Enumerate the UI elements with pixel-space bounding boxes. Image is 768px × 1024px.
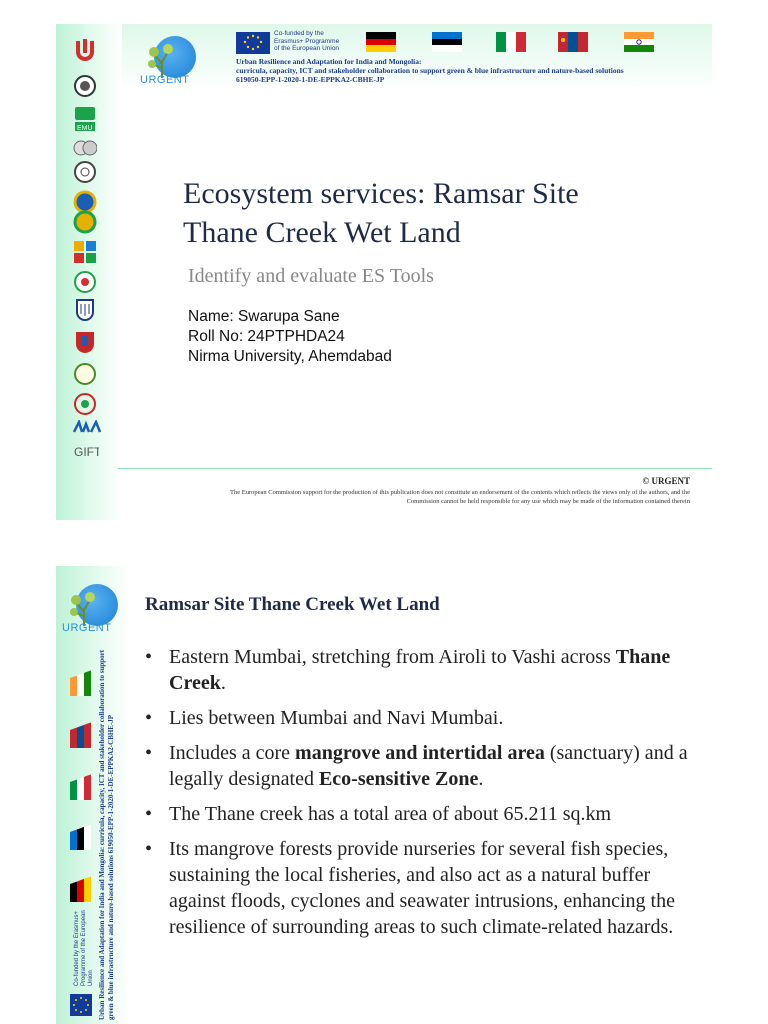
project-subtitle: curricula, capacity, ICT and stakeholder collaboration to support green & blue infrastructure and nature-based solutions	[236, 66, 624, 75]
flags-sidebar	[56, 566, 130, 1024]
eu-flag-icon	[70, 994, 92, 1016]
bullet-dot-icon: •	[145, 838, 153, 860]
bullet-bold-text: Thane Creek	[169, 646, 671, 694]
flag-estonia-icon	[70, 820, 92, 855]
flag-estonia-icon	[432, 32, 462, 52]
bullet-item	[145, 836, 705, 940]
flag-germany-icon	[70, 872, 92, 907]
flag-mongolia-icon	[558, 32, 588, 52]
cofunded-text: Co-funded by the Erasmus+ Programme of the European Union	[274, 30, 340, 52]
urgent-logo	[60, 580, 118, 636]
roll-number: Roll No: 24PTPHDA24	[188, 328, 345, 345]
bullet-item	[145, 705, 705, 731]
slide-subtitle: Identify and evaluate ES Tools	[188, 265, 434, 287]
seal-icon	[73, 270, 97, 292]
bullet-text: Eastern Mumbai, stretching from Airoli to Vashi across	[169, 646, 616, 668]
project-title: Urban Resilience and Adaptation for India and Mongolia:	[236, 57, 422, 66]
shield-icon	[73, 330, 97, 352]
bullet-dot-icon: •	[145, 742, 153, 764]
bullet-text: Its mangrove forests provide nurseries for several fish species, sustaining the local fisheries, and also act as a natural buffer against floods, cyclones and seawater intrusions, enhancing the resilience of surrounding areas to such climate-related hazards.	[169, 838, 675, 938]
bullet-text: Lies between Mumbai and Navi Mumbai.	[169, 707, 504, 729]
bullet-text: .	[478, 768, 484, 790]
content-slide	[56, 566, 712, 1024]
flag-mongolia-icon	[70, 718, 92, 753]
bullet-text: .	[220, 672, 226, 694]
seal-icon	[73, 190, 97, 212]
flag-germany-icon	[366, 32, 396, 52]
bullet-text: (sanctuary) and a legally designated	[169, 742, 688, 790]
flag-italy-icon	[70, 770, 92, 805]
bullet-text: Includes a core	[169, 742, 296, 764]
urgent-logo-word: URGENT	[140, 74, 190, 86]
vertical-cofunded-text: Co-funded by the Erasmus+ Programme of the European Union	[74, 910, 94, 986]
bullet-dot-icon: •	[145, 803, 153, 825]
author-name: Name: Swarupa Sane	[188, 308, 340, 325]
seal-icon	[73, 138, 97, 160]
bullet-item	[145, 644, 705, 696]
seal-icon	[73, 392, 97, 414]
copyright: © URGENT	[642, 476, 690, 486]
partner-sidebar	[56, 24, 122, 520]
gift-logo-icon	[73, 442, 97, 464]
shield-icon	[73, 298, 97, 320]
footer-divider	[118, 468, 712, 469]
university: Nirma University, Ahemdabad	[188, 348, 392, 365]
wave-logo-icon	[73, 420, 97, 442]
urgent-logo-word: URGENT	[62, 622, 112, 634]
grid-logo-icon	[73, 240, 97, 262]
bullet-dot-icon: •	[145, 707, 153, 729]
vertical-project-text: Urban Resilience and Adaptation for India and Mongolia: curricula, capacity, ICT and stakeholder collaboration to support green & blue infrastructure and nature-based solutions 619050-EPP-1-2020-1-DE-EPPKA2-CBHE-JP	[98, 649, 115, 1020]
bullet-bold-text: Eco-sensitive Zone	[318, 768, 479, 790]
seal-icon	[73, 160, 97, 182]
emu-icon	[73, 106, 97, 132]
seal-icon	[73, 362, 97, 384]
bullet-list	[145, 644, 705, 949]
emu-label: EMU	[77, 125, 93, 132]
seal-icon	[73, 74, 97, 96]
flag-italy-icon	[496, 32, 526, 52]
disclaimer: The European Commission support for the production of this publication does not constitute an endorsement of the contents which reflects the views only of the authors, and the Commission cannot be held responsible for any use which may be made of the information contained therein	[230, 489, 690, 505]
flag-india-icon	[624, 32, 654, 52]
project-code: 619050-EPP-1-2020-1-DE-EPPKA2-CBHE-JP	[236, 75, 385, 84]
bullet-item	[145, 740, 705, 792]
eu-flag-icon	[236, 32, 270, 54]
slide-title: Ramsar Site Thane Creek Wet Land	[145, 594, 440, 615]
bullet-item	[145, 801, 705, 827]
slide-title: Ecosystem services: Ramsar Site Thane Creek Wet Land	[183, 177, 579, 249]
author-info	[188, 307, 392, 367]
gift-label: GIFT	[74, 445, 99, 459]
urgent-logo	[138, 32, 196, 88]
seal-icon	[73, 210, 97, 232]
bullet-text: The Thane creek has a total area of about 65.211 sq.km	[169, 803, 612, 825]
bullet-dot-icon: •	[145, 646, 153, 668]
university-u-icon	[73, 38, 97, 60]
bullet-bold-text: mangrove and intertidal area	[295, 742, 545, 764]
title-slide	[56, 24, 712, 520]
flag-india-icon	[70, 666, 92, 701]
